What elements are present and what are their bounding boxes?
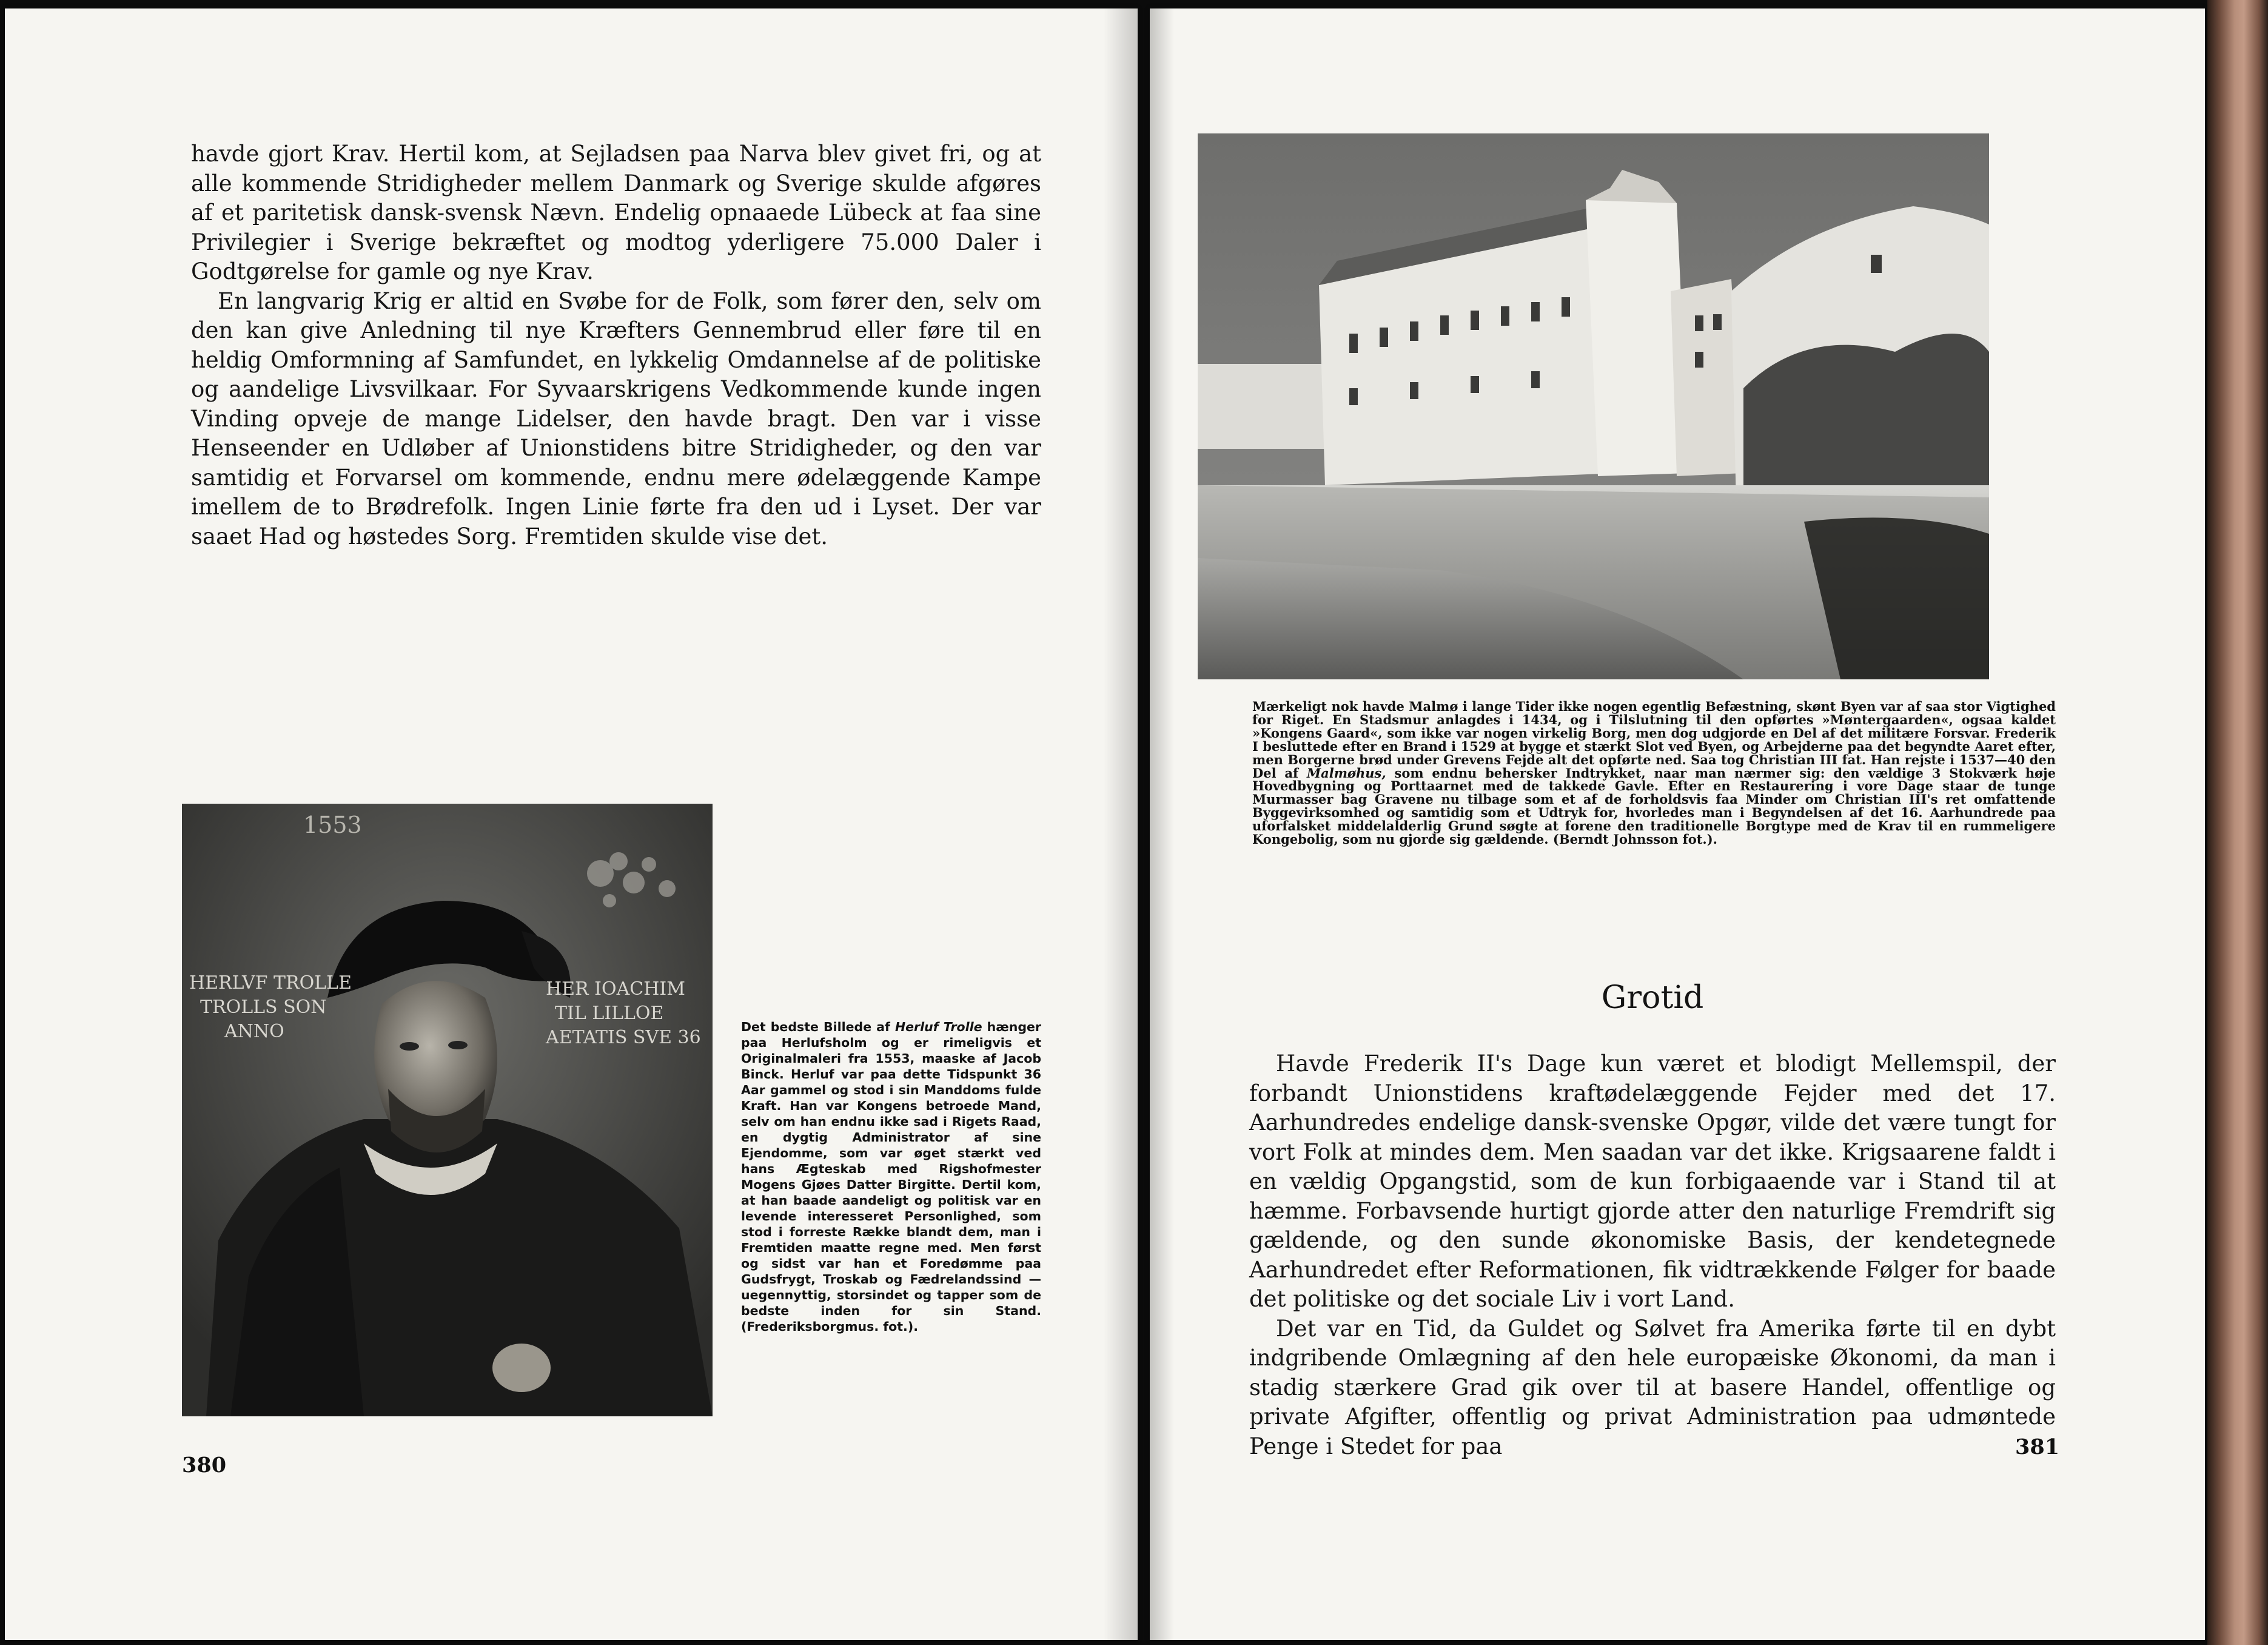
portrait-inscription-right-1: HER IOACHIM bbox=[546, 978, 685, 1000]
right-paragraph-2: Det var en Tid, da Guldet og Sølvet fra Amerika førte til en dybt indgribende Omlægning af den hele europæiske Økonomi, da man i stadig stærkere Grad gik over til at basere Handel, offentlige og private Afgifter, offentlig og privat Administration paa udmøntede Penge i Stedet for paa bbox=[1249, 1315, 2056, 1459]
section-heading: Grotid bbox=[1601, 980, 1704, 1016]
book-edge bbox=[2207, 0, 2268, 1645]
portrait-inscription-left-1: HERLVF TROLLE bbox=[189, 972, 352, 994]
herluf-trolle-portrait bbox=[182, 804, 713, 1416]
portrait-caption-text: hænger paa Herlufsholm og er rimeligvis et Originalmaleri fra 1553, maaske af Jacob Binck. Herluf var paa dette Tidspunkt 36 Aar gammel og stod i sin Manddoms fulde Kraft. Han var Kongens betroede Mand, selv om han endnu ikke sad i Rigets Raad, en dygtig Administrator af sine Ejendomme, som var øget stærkt ved hans Ægteskab med Rigshofmester Mogens Gjøes Datter Birgitte. Dertil kom, at han baade aandeligt og politisk var en levende interesseret Personlighed, som stod i forreste Række blandt dem, man i Fremtiden maatte regne med. Men først og sidst var han et Foredømme paa Gudsfrygt, Troskab og Fædrelandssind — uegennyttig, storsindet og tapper som de bedste inden for sin Stand. (Frederiksborgmus. fot.). bbox=[741, 1020, 1042, 1334]
gutter-shadow-left bbox=[1104, 8, 1138, 1640]
portrait-caption-prefix: Det bedste Billede af bbox=[741, 1020, 895, 1034]
portrait-inscription-right-2: TIL LILLOE bbox=[555, 1003, 664, 1024]
malmohus-castle-photo bbox=[1198, 133, 1989, 679]
portrait-year-inscription: 1553 bbox=[303, 812, 362, 838]
castle-caption bbox=[1252, 700, 2056, 846]
castle-caption-part-2: som endnu behersker Indtrykket, naar man nærmer sig: den vældige 3 Stokværk høje Hovedbygning og Porttaarnet med de takkede Gavle. Efter en Restaurering i vore Dage staar de tunge Murmasser bag Gravene nu tilbage som et af de forholdsvis faa Minder om Christian III's ret omfattende Byggevirksomhed og samtidig som et Udtryk for, hvorledes man i Begyndelsen af det 16. Aarhundrede paa uforfalsket middelalderlig Grund søgte at forene den traditionelle Borgtype med de Krav til en rummeligere Kongebolig, som nu gjorde sig gældende. (Berndt Johnsson fot.). bbox=[1252, 765, 2056, 847]
page-number-right: 381 bbox=[2015, 1435, 2060, 1459]
portrait-inscription-left-2: TROLLS SON bbox=[200, 997, 327, 1018]
gutter-shadow-right bbox=[1150, 8, 1174, 1640]
castle-caption-part-1: Mærkeligt nok havde Malmø i lange Tider ikke nogen egentlig Befæstning, skønt Byen var af saa stor Vigtighed for Riget. En Stadsmur anlagdes i 1434, og i Tilslutning til den opførtes »Møntergaarden«, ogsaa kaldet »Kongens Gaard«, som ikke var nogen virkelig Borg, men dog udgjorde en Del af det militære Forsvar. Frederik I besluttede efter en Brand i 1529 at bygge et stærkt Slot ved Byen, og Arbejderne paa det begyndte Aaret efter, men Borgerne brød under Grevens Fejde alt det opførte ned. Saa tog Christian III fat. Han rejste i 1537—40 den Del af bbox=[1252, 699, 2056, 781]
left-paragraph-1: havde gjort Krav. Hertil kom, at Sejladsen paa Narva blev givet fri, og at alle kommende Stridigheder mellem Danmark og Sverige skulde afgøres af et paritetisk dansk-svensk Nævn. Endelig opnaaede Lübeck at faa sine Privilegier i Sverige bekræftet og modtog yderligere 75.000 Daler i Godtgørelse for gamle og nye Krav. bbox=[191, 141, 1041, 284]
portrait-inscription-right-3: AETATIS SVE 36 bbox=[546, 1027, 701, 1048]
left-paragraph-2: En langvarig Krig er altid en Svøbe for de Folk, som fører den, selv om den kan give Anledning til nye Kræfters Gennembrud eller føre til en heldig Omformning af Samfundet, en lykkelig Omdannelse af de politiske og aandelige Livsvilkaar. For Syvaarskrigens Vedkommende kunde ingen Vinding opveje de mange Lidelser, den havde bragt. Den var i visse Henseender en Udløber af Unionstidens bitre Stridigheder, og den var samtidig et Forvarsel om kommende, endnu mere ødelæggende Kampe imellem de to Brødrefolk. Ingen Linie førte fra den ud i Lyset. Der var saaet Had og høstedes Sorg. Fremtiden skulde vise det. bbox=[191, 288, 1041, 550]
castle-illustration bbox=[1198, 133, 1989, 679]
right-page-body-text bbox=[1249, 1049, 2056, 1461]
portrait-inscription-left-3: ANNO bbox=[224, 1021, 284, 1042]
page-number-left: 380 bbox=[182, 1453, 227, 1478]
portrait-caption-name: Herluf Trolle bbox=[894, 1020, 982, 1034]
right-paragraph-1: Havde Frederik II's Dage kun været et blodigt Mellemspil, der forbandt Unionstidens kraftødelæggende Fejder med det 17. Aarhundredes endelige dansk-svenske Opgør, vilde det være tungt for vort Folk at mindes dem. Men saadan var det ikke. Krigsaarene faldt i en vældig Opgangstid, som de kun forbigaaende var i Stand til at hæmme. Forbavsende hurtigt gjorde atter den naturlige Fremdrift sig gældende, og den sunde økonomiske Basis, der kendetegnede Aarhundredet efter Reformationen, fik vidtrækkende Følger for baade det politiske og det sociale Liv i vort Land. bbox=[1249, 1051, 2056, 1312]
portrait-illustration bbox=[182, 804, 713, 1416]
castle-caption-name: Malmøhus, bbox=[1306, 765, 1386, 781]
portrait-caption bbox=[741, 1019, 1041, 1334]
left-page-body-text bbox=[191, 140, 1041, 551]
